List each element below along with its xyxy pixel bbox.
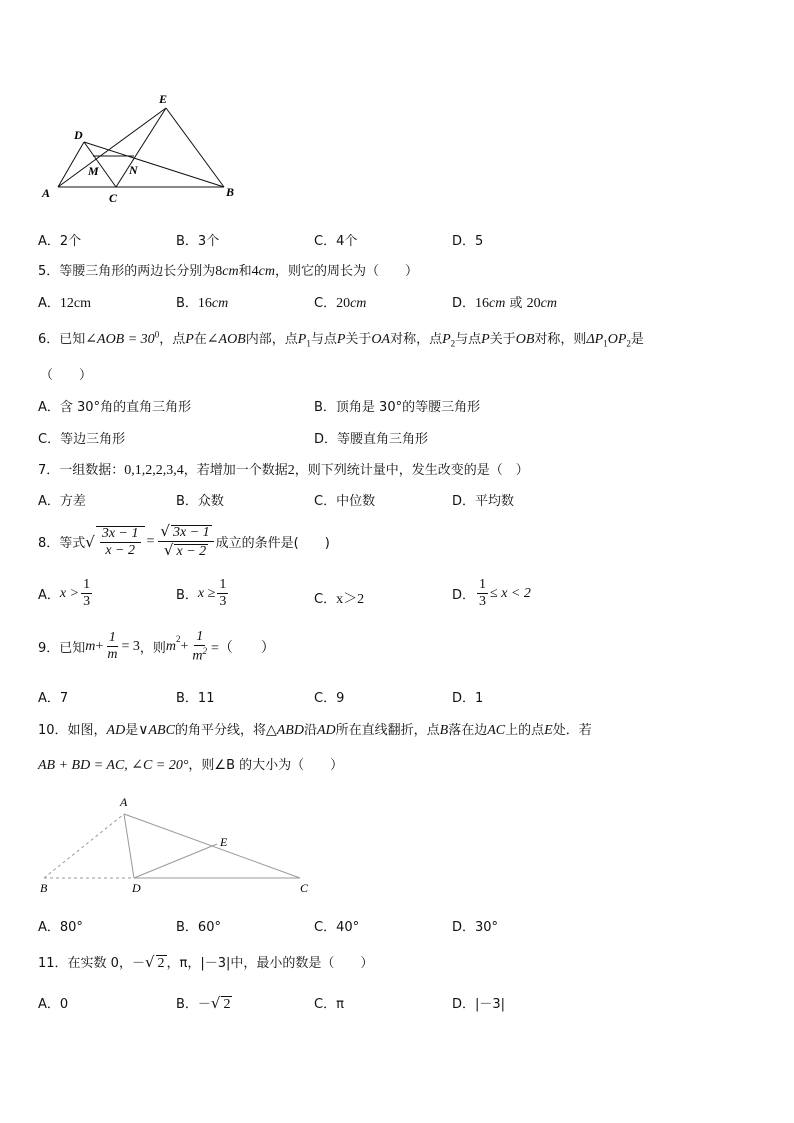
q5-option-b[interactable]: B．16cm <box>176 296 229 311</box>
q11-option-a[interactable]: A．0 <box>38 997 69 1012</box>
label-N: N <box>129 163 138 177</box>
q7-option-c[interactable]: C．中位数 <box>314 494 376 509</box>
q4-option-c[interactable]: C．4个 <box>314 234 358 249</box>
fig2-label-C: C <box>300 881 309 895</box>
label-E: E <box>159 92 168 106</box>
q6-option-c[interactable]: C．等边三角形 <box>38 432 126 447</box>
label-D: D <box>74 128 83 142</box>
q9-option-a[interactable]: A．7 <box>38 691 69 706</box>
q6-question: 6．已知∠AOB = $30^0$，点P在∠AOB内部，点$P_1$与点P关于OA对称，点$P_2$与点P关于OB对称，则$\Delta P_1OP_2$是 <box>38 329 644 349</box>
q11-question: 11．在实数 0，－√ 2 ，π，|－3|中，最小的数是（ ） <box>38 953 374 971</box>
q4-option-a[interactable]: A．2个 <box>38 234 82 249</box>
label-B: B <box>226 185 235 199</box>
label-M: M <box>88 164 99 178</box>
q4-option-d[interactable]: D．5 <box>452 234 484 249</box>
fig2-label-D: D <box>132 881 141 895</box>
q7-option-d[interactable]: D．平均数 <box>452 494 515 509</box>
q9-option-d[interactable]: D．1 <box>452 691 484 706</box>
label-A: A <box>42 186 51 200</box>
q8-question: 8．等式 √ $\frac{3x - 1}{x - 2}$ = $\frac{√ 3x - 1}{√ x - 2}$ 成立的条件是( ) <box>38 522 330 559</box>
fig2-label-A: A <box>120 795 128 809</box>
fig2-label-E: E <box>220 835 228 849</box>
q6-option-b[interactable]: B．顶角是 30°的等腰三角形 <box>314 400 481 415</box>
q5-question: 5．等腰三角形的两边长分别为8cm和4cm，则它的周长为（ ） <box>38 264 418 279</box>
q7-option-a[interactable]: A．方差 <box>38 494 86 509</box>
q7-question: 7．一组数据：0,1,2,2,3,4，若增加一个数据2，则下列统计量中，发生改变的是（ ） <box>38 463 529 478</box>
q8-option-c[interactable]: C．x＞2 <box>314 592 365 607</box>
q10-condition: AB + BD = AC, ∠C = 20°，则∠B 的大小为（ ） <box>38 758 344 773</box>
q6-paren: （ ） <box>40 368 93 383</box>
fig2-label-B: B <box>40 881 48 895</box>
q8-option-a[interactable]: A． x > $\frac{1}{3}$ <box>38 577 91 609</box>
q6-option-d[interactable]: D．等腰直角三角形 <box>314 432 429 447</box>
q11-option-b[interactable]: B．－√ 2 <box>176 994 231 1012</box>
q10-question: 10．如图，AD是∨ABC的角平分线，将△ABD沿AD所在直线翻折，点B落在边AC上的点E处．若 <box>38 723 592 738</box>
q8-option-b[interactable]: B． x ≥ $\frac{1}{3}$ <box>176 577 227 609</box>
q7-option-b[interactable]: B．众数 <box>176 494 224 509</box>
figure-triangles <box>36 90 246 210</box>
q6-option-a[interactable]: A．含 30°角的直角三角形 <box>38 400 192 415</box>
label-C: C <box>109 191 118 205</box>
q10-option-d[interactable]: D．30° <box>452 920 499 935</box>
q9-option-c[interactable]: C．9 <box>314 691 345 706</box>
q5-option-d[interactable]: D．16cm 或 20cm <box>452 296 557 311</box>
q11-option-c[interactable]: C．π <box>314 997 344 1012</box>
q10-option-c[interactable]: C．40° <box>314 920 360 935</box>
q5-option-a[interactable]: A．12cm <box>38 296 92 311</box>
q10-option-a[interactable]: A．80° <box>38 920 83 935</box>
q9-question: 9．已知 m + $\frac{1}{m}$ = 3 ，则 m $^2$ + $\frac{1}{m^2}$ =（ ） <box>38 629 275 664</box>
q5-option-c[interactable]: C．20cm <box>314 296 367 311</box>
q10-option-b[interactable]: B．60° <box>176 920 221 935</box>
q11-option-d[interactable]: D．|－3| <box>452 997 506 1012</box>
q8-option-d[interactable]: D． $\frac{1}{3}$ ≤ x < 2 <box>452 577 531 609</box>
q4-option-b[interactable]: B．3个 <box>176 234 220 249</box>
figure-fold-triangle <box>30 790 320 900</box>
q9-option-b[interactable]: B．11 <box>176 691 215 706</box>
